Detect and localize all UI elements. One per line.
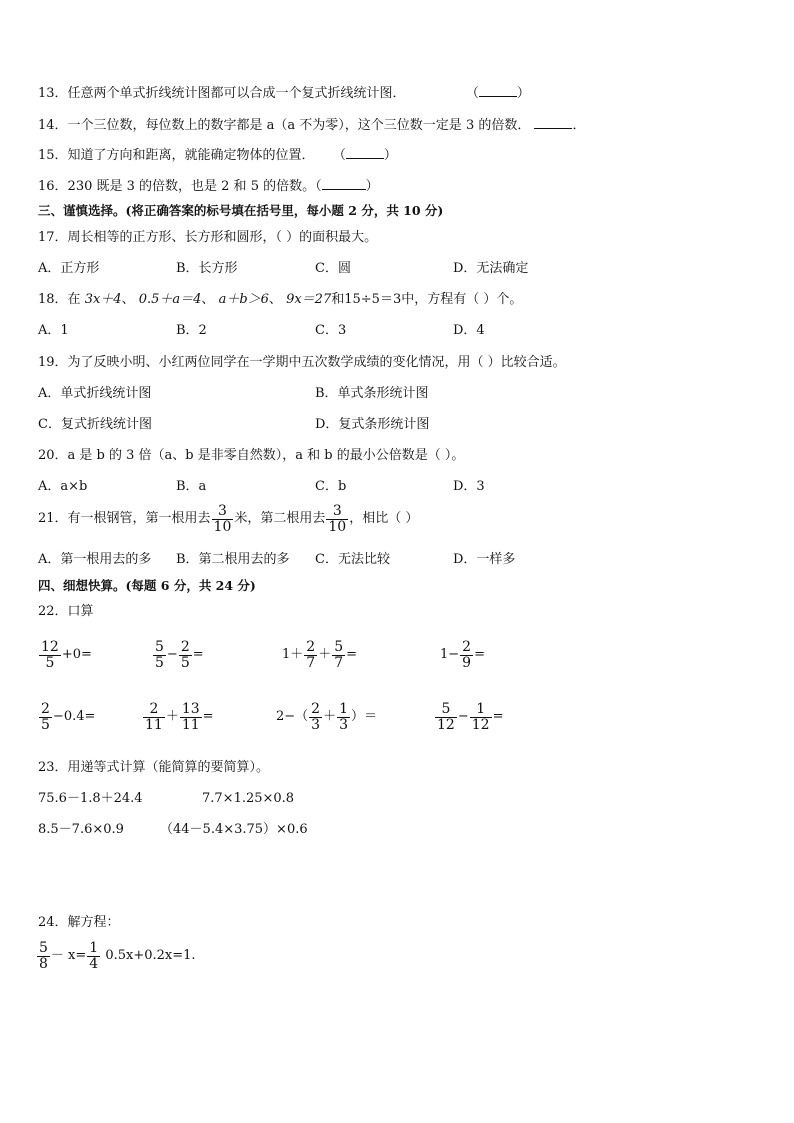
expr-tail: ）＝ xyxy=(351,709,378,725)
expr-lead: 1− xyxy=(440,647,460,663)
denominator: 12 xyxy=(471,716,490,733)
numerator: 2 xyxy=(311,701,321,717)
q18-option-d[interactable]: D．4 xyxy=(453,323,485,338)
part4-heading: 四、细想快算。(每题 6 分，共 24 分) xyxy=(38,578,256,593)
q22-title: 22．口算 xyxy=(38,604,94,619)
numerator: 5 xyxy=(155,639,164,655)
numerator: 5 xyxy=(435,702,457,718)
numerator: 1 xyxy=(470,702,492,718)
q20-option-c[interactable]: C．b xyxy=(315,479,347,494)
q21-option-a[interactable]: A．第一根用去的多 xyxy=(38,552,152,567)
expr-tail: = xyxy=(192,647,204,663)
equation-2: 0.5x+0.2x=1. xyxy=(105,948,196,964)
q20-option-d[interactable]: D．3 xyxy=(453,479,485,494)
q21-option-d[interactable]: D．一样多 xyxy=(453,552,516,567)
q21-frac2-den: 10 xyxy=(328,518,347,535)
q16-paren-close: ） xyxy=(365,179,379,194)
operator: − xyxy=(166,647,178,663)
q15-paren-open: （ xyxy=(332,148,346,163)
fraction xyxy=(470,702,492,732)
q15-text: 15．知道了方向和距离，就能确定物体的位置． xyxy=(38,148,315,163)
denominator: 11 xyxy=(145,716,163,733)
q21-fraction-2 xyxy=(326,504,348,534)
q14 xyxy=(38,116,586,134)
denominator: 12 xyxy=(437,716,455,733)
expr-lead: 2−（ xyxy=(276,709,309,725)
q21-option-c[interactable]: C．无法比较 xyxy=(315,552,390,567)
q18-suffix: 中，方程有（ ）个。 xyxy=(401,292,523,307)
expr-tail: +0= xyxy=(61,647,92,663)
q14-answer-blank[interactable] xyxy=(534,116,572,129)
fraction xyxy=(143,702,165,732)
q15-answer-blank[interactable] xyxy=(346,146,384,159)
q17-stem: 17．周长相等的正方形、长方形和圆形，（ ）的面积最大。 xyxy=(38,230,378,245)
q18-prefix: 18．在 xyxy=(38,292,81,307)
q22-r2-e3 xyxy=(276,702,377,732)
q18-option-b[interactable]: B．2 xyxy=(176,323,207,338)
q23-expr-1: 75.6－1.8＋24.4 xyxy=(38,791,143,806)
denominator: 4 xyxy=(89,955,99,972)
q21-frac1-num: 3 xyxy=(212,504,234,520)
q23-expr-3: 8.5－7.6×0.9 xyxy=(38,822,124,837)
operator: − xyxy=(457,709,469,725)
denominator: 5 xyxy=(180,654,190,671)
q21-frac1-den: 10 xyxy=(213,518,232,535)
q21-part3: ，相比（ ） xyxy=(349,511,419,527)
q20-option-a[interactable]: A．a×b xyxy=(38,479,88,494)
fraction xyxy=(153,640,166,670)
q13 xyxy=(38,84,530,102)
q17-option-a[interactable]: A．正方形 xyxy=(38,261,100,276)
expr-tail: −0.4= xyxy=(52,709,96,725)
fraction xyxy=(39,640,61,670)
denominator: 11 xyxy=(181,716,200,733)
q21-part2: 米，第二根用去 xyxy=(234,511,326,527)
fraction xyxy=(180,702,202,732)
q21-part1: 21．有一根钢管，第一根用去 xyxy=(38,511,211,527)
part3-heading: 三、谨慎选择。(将正确答案的标号填在括号里，每小题 2 分，共 10 分) xyxy=(38,203,444,218)
q24-equations xyxy=(36,941,196,971)
q15-paren-close: ） xyxy=(383,148,397,163)
q24-title: 24．解方程： xyxy=(38,915,120,930)
numerator: 12 xyxy=(41,639,59,655)
fraction xyxy=(337,702,350,732)
q18-and: 和 xyxy=(331,292,345,307)
q18-option-c[interactable]: C．3 xyxy=(315,323,347,338)
q18-expr-1: 3x＋4 xyxy=(84,292,122,307)
denominator: 3 xyxy=(311,716,321,733)
q16-text: 16．230 既是 3 的倍数，也是 2 和 5 的倍数。（ xyxy=(38,179,322,194)
q17-option-d[interactable]: D．无法确定 xyxy=(453,261,529,276)
expr-lead: 1＋ xyxy=(282,647,304,663)
fraction xyxy=(332,640,345,670)
operator: ＋ xyxy=(318,647,332,663)
q19-option-d[interactable]: D．复式条形统计图 xyxy=(315,417,430,432)
q15 xyxy=(38,146,397,164)
denominator: 5 xyxy=(155,654,164,671)
q19-option-c[interactable]: C．复式折线统计图 xyxy=(38,417,152,432)
q18-sep: 、 xyxy=(268,292,282,307)
q17-option-b[interactable]: B．长方形 xyxy=(176,261,238,276)
denominator: 9 xyxy=(462,654,472,671)
numerator: 2 xyxy=(41,701,50,717)
operator: ＋ xyxy=(165,709,179,725)
q18-sep: 、 xyxy=(201,292,215,307)
equation-mid: － x= xyxy=(50,948,87,964)
q21-frac2-num: 3 xyxy=(326,504,348,520)
numerator: 2 xyxy=(306,639,316,655)
q22-r1-e4 xyxy=(440,640,485,670)
q18-expr-2: 0.5＋a＝4 xyxy=(138,292,202,307)
numerator: 5 xyxy=(39,940,48,956)
fraction xyxy=(179,640,192,670)
numerator: 5 xyxy=(334,639,344,655)
q13-text: 13．任意两个单式折线统计图都可以合成一个复式折线统计图． xyxy=(38,86,406,101)
q13-paren-open: （ xyxy=(465,86,479,101)
fraction xyxy=(435,702,457,732)
q23-expr-2: 7.7×1.25×0.8 xyxy=(202,791,295,806)
q22-r1-e1 xyxy=(38,640,92,670)
fraction xyxy=(304,640,317,670)
fraction xyxy=(309,702,322,732)
numerator: 2 xyxy=(462,639,472,655)
q20-option-b[interactable]: B．a xyxy=(176,479,207,494)
operator: ＋ xyxy=(323,709,337,725)
q21-stem xyxy=(38,504,418,534)
denominator: 7 xyxy=(334,654,344,671)
denominator: 3 xyxy=(339,716,349,733)
q18-expr-4: 9x＝27 xyxy=(286,292,332,307)
denominator: 5 xyxy=(41,716,50,733)
q18-sep: 、 xyxy=(121,292,135,307)
numerator: 2 xyxy=(180,639,190,655)
denominator: 7 xyxy=(306,654,316,671)
q22-r2-e1 xyxy=(38,702,95,732)
expr-tail: = xyxy=(474,647,485,663)
q13-paren-close: ） xyxy=(516,86,530,101)
q16-answer-blank[interactable] xyxy=(322,177,366,190)
q18-expr-5: 15÷5＝3 xyxy=(344,292,402,307)
numerator: 1 xyxy=(89,940,99,956)
fraction xyxy=(87,941,100,971)
q17-option-c[interactable]: C．圆 xyxy=(315,261,351,276)
q18-option-a[interactable]: A．1 xyxy=(38,323,69,338)
q22-r1-e2 xyxy=(152,640,204,670)
q14-end: ． xyxy=(572,118,586,133)
q23-expr-4: （44－5.4×3.75）×0.6 xyxy=(160,822,308,837)
fraction xyxy=(37,941,50,971)
q19-option-a[interactable]: A．单式折线统计图 xyxy=(38,386,152,401)
q21-option-b[interactable]: B．第二根用去的多 xyxy=(176,552,290,567)
q14-text: 14．一个三位数，每位数上的数字都是 a（a 不为零），这个三位数一定是 3 的倍数． xyxy=(38,118,531,133)
expr-tail: = xyxy=(492,709,504,725)
q22-r2-e2 xyxy=(142,702,214,732)
q19-option-b[interactable]: B．单式条形统计图 xyxy=(315,386,429,401)
fraction xyxy=(39,702,52,732)
numerator: 1 xyxy=(339,701,349,717)
fraction xyxy=(460,640,473,670)
numerator: 2 xyxy=(143,702,165,718)
q13-answer-blank[interactable] xyxy=(479,84,517,97)
q21-fraction-1 xyxy=(212,504,234,534)
q18-expr-3: a＋b＞6 xyxy=(218,292,269,307)
q20-stem: 20．a 是 b 的 3 倍（a、b 是非零自然数），a 和 b 的最小公倍数是（ ）。 xyxy=(38,448,465,463)
q16 xyxy=(38,177,379,195)
expr-tail: = xyxy=(202,709,214,725)
q22-r2-e4 xyxy=(434,702,503,732)
q19-stem: 19．为了反映小明、小红两位同学在一学期中五次数学成绩的变化情况，用（ ）比较合适。 xyxy=(38,355,566,370)
q18-stem xyxy=(38,292,522,308)
numerator: 13 xyxy=(181,701,200,717)
expr-tail: = xyxy=(346,647,358,663)
q23-title: 23．用递等式计算（能简算的要简算）。 xyxy=(38,760,270,775)
q22-r1-e3 xyxy=(282,640,357,670)
denominator: 8 xyxy=(39,955,48,972)
denominator: 5 xyxy=(45,654,55,671)
